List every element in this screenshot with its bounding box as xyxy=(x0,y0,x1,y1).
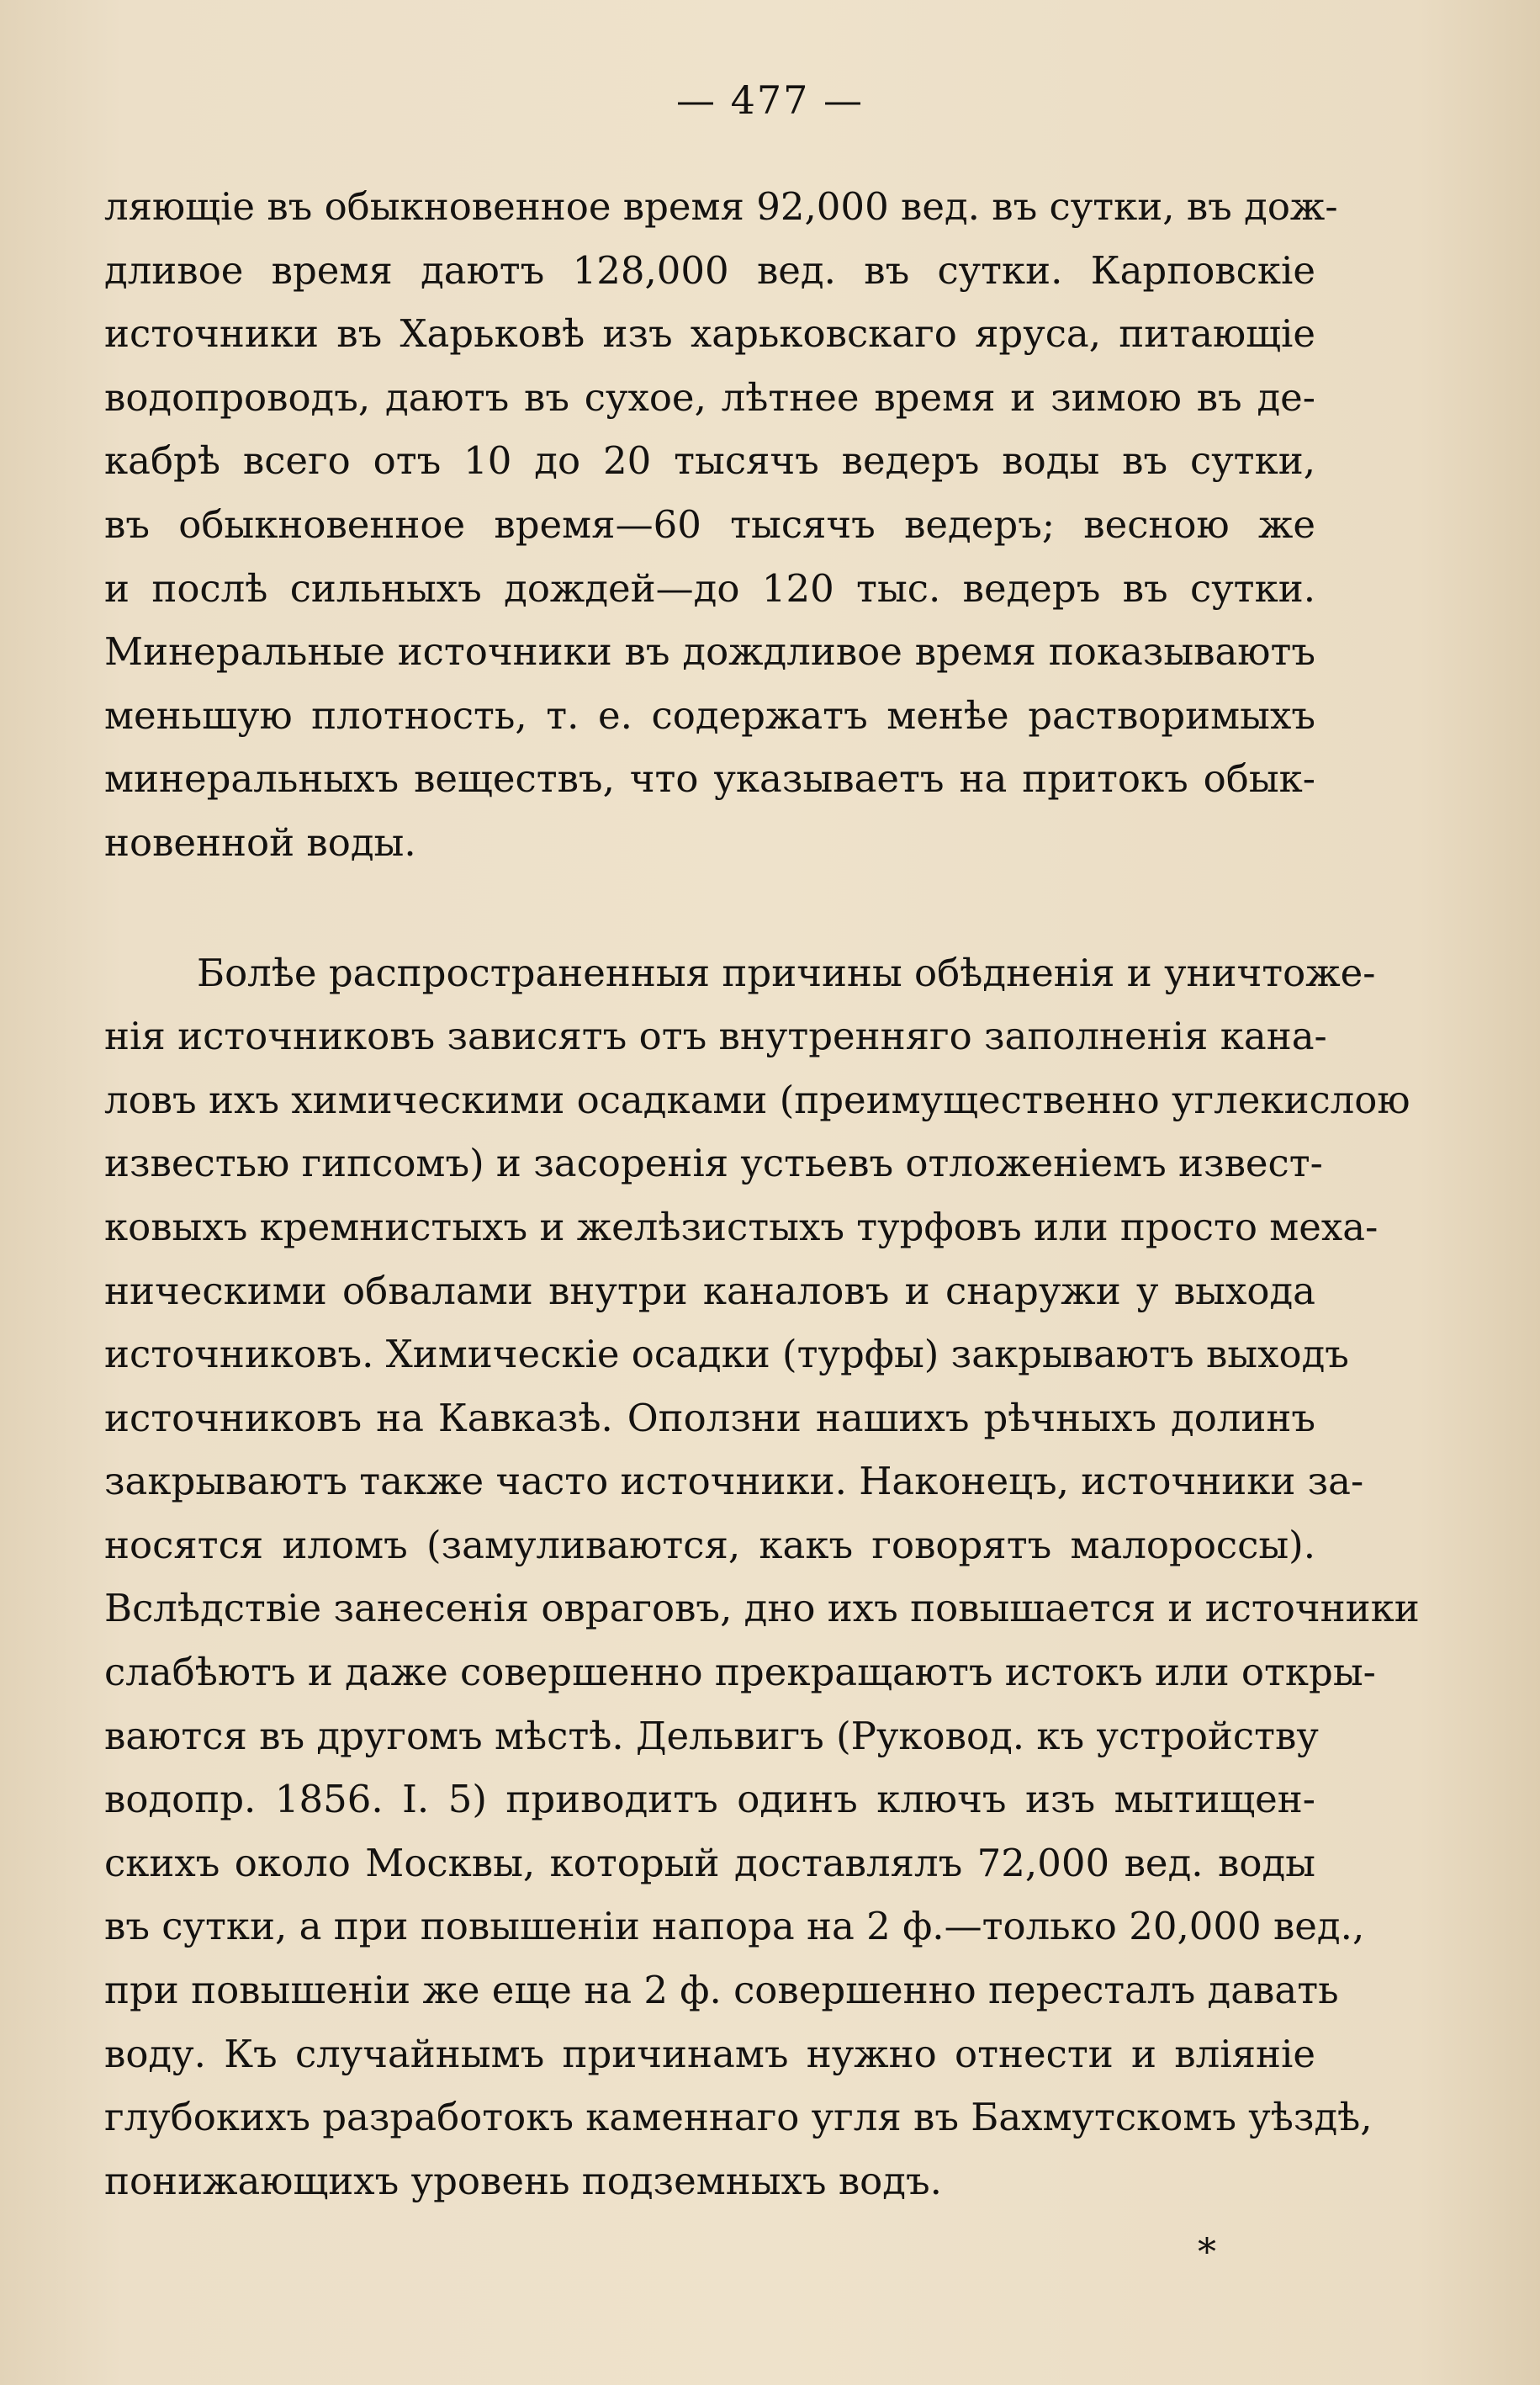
text-line: водопроводъ, даютъ въ сухое, лѣтнее время и зимою въ де- xyxy=(104,374,1315,420)
text-line: минеральныхъ веществъ, что указываетъ на притокъ обык- xyxy=(104,756,1315,802)
text-line: нія источниковъ зависятъ отъ внутренняго заполненія кана- xyxy=(104,1014,1327,1059)
text-line: носятся иломъ (замуливаются, какъ говорятъ малороссы). xyxy=(104,1522,1315,1567)
text-line: дливое время даютъ 128,000 вед. въ сутки. Карповскіе xyxy=(104,247,1315,293)
text-line: понижающихъ уровень подземныхъ водъ. xyxy=(104,2158,942,2203)
text-line: глубокихъ разработокъ каменнаго угля въ Бахмутскомъ уѣздѣ, xyxy=(104,2095,1373,2140)
text-line: ковыхъ кремнистыхъ и желѣзистыхъ турфовъ или просто меха- xyxy=(104,1204,1379,1249)
text-line: известью гипсомъ) и засоренія устьевъ отложеніемъ извест- xyxy=(104,1141,1323,1186)
text-line: кабрѣ всего отъ 10 до 20 тысячъ ведеръ воды въ сутки, xyxy=(104,438,1315,484)
text-line: ническими обвалами внутри каналовъ и снаружи у выхода xyxy=(104,1268,1315,1313)
text-line: закрываютъ также часто источники. Наконецъ, источники за- xyxy=(104,1459,1364,1504)
text-line: и послѣ сильныхъ дождей—до 120 тыс. ведеръ въ сутки. xyxy=(104,565,1315,611)
asterisk-ornament: * xyxy=(1198,2231,1216,2274)
text-line: скихъ около Москвы, который доставлялъ 72,000 вед. воды xyxy=(104,1840,1315,1885)
text-line: Болѣе распространенныя причины обѣдненія и уничтоже- xyxy=(197,950,1376,995)
text-line: источниковъ. Химическіе осадки (турфы) закрываютъ выходъ xyxy=(104,1332,1349,1377)
text-line: меньшую плотность, т. е. содержатъ менѣе растворимыхъ xyxy=(104,692,1315,738)
paragraph-1 xyxy=(104,175,1338,875)
text-line: источниковъ на Кавказѣ. Оползни нашихъ рѣчныхъ долинъ xyxy=(104,1395,1315,1440)
text-line: водопр. 1856. I. 5) приводитъ одинъ ключъ изъ мытищен- xyxy=(104,1777,1315,1822)
body-text xyxy=(104,175,1420,2213)
text-line: Минеральные источники въ дождливое время показываютъ xyxy=(104,629,1315,675)
text-line: Вслѣдствіе занесенія овраговъ, дно ихъ повышается и источники xyxy=(104,1586,1420,1631)
text-line: новенной воды. xyxy=(104,819,416,865)
text-line: ваются въ другомъ мѣстѣ. Дельвигъ (Руковод. къ устройству xyxy=(104,1713,1319,1758)
text-line: ляющіе въ обыкновенное время 92,000 вед. въ сутки, въ дож- xyxy=(104,184,1338,229)
text-line: при повышеніи же еще на 2 ф. совершенно пересталъ давать xyxy=(104,1968,1339,2013)
paragraph-2 xyxy=(104,941,1420,2213)
text-line: источники въ Харьковѣ изъ харьковскаго яруса, питающіе xyxy=(104,311,1315,357)
text-line: въ сутки, а при повышеніи напора на 2 ф.—только 20,000 вед., xyxy=(104,1904,1365,1949)
text-line: ловъ ихъ химическими осадками (преимущественно углекислою xyxy=(104,1077,1410,1122)
text-line: воду. Къ случайнымъ причинамъ нужно отнести и вліяніе xyxy=(104,2031,1315,2076)
text-line: въ обыкновенное время—60 тысячъ ведеръ; весною же xyxy=(104,501,1315,547)
paragraph-gap xyxy=(104,875,1315,941)
page-number: — 477 — xyxy=(675,77,865,123)
text-line: слабѣютъ и даже совершенно прекращаютъ истокъ или откры- xyxy=(104,1650,1376,1695)
